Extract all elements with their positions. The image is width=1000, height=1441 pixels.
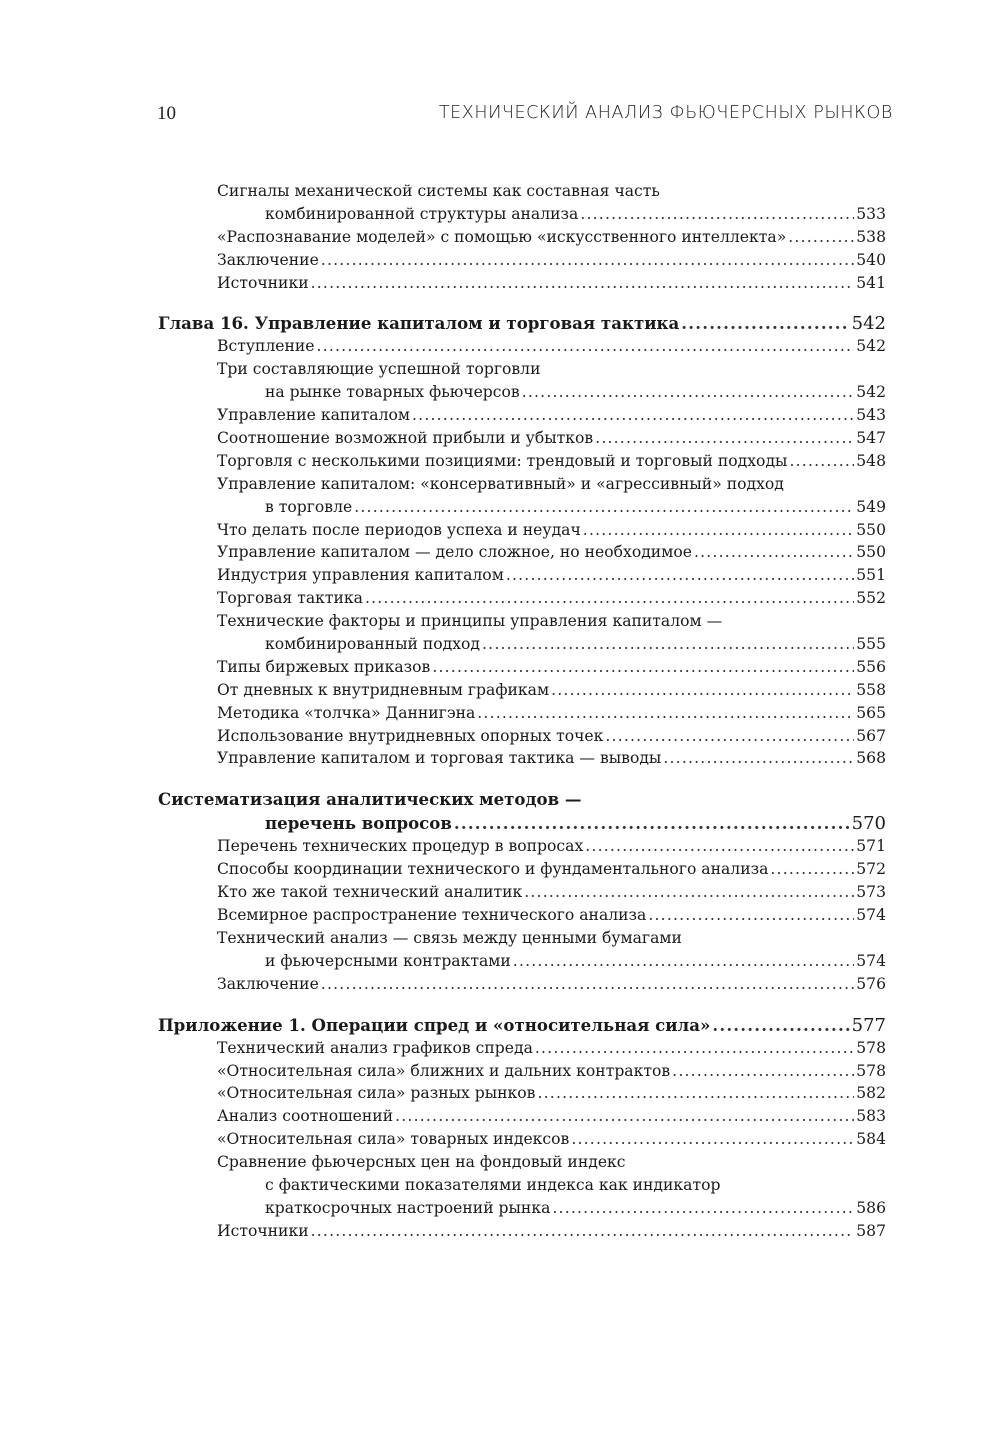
toc-entry-continuation — [158, 1174, 886, 1197]
toc-entry-title: Управление капиталом и торговая тактика — выводы — [217, 749, 662, 768]
toc-entry — [158, 587, 886, 610]
toc-page-number: 565 — [856, 703, 886, 722]
toc-leader-dots — [321, 249, 854, 272]
toc-entry-title: Использование внутридневных опорных точек — [217, 726, 604, 745]
toc-section-heading — [158, 811, 886, 835]
page-header — [157, 103, 893, 131]
toc-leader-dots — [506, 564, 854, 587]
toc-entry-title: Управление капиталом — [217, 406, 411, 425]
toc-page-number: 552 — [856, 589, 886, 608]
toc-entry-title: От дневных к внутридневным графикам — [217, 680, 550, 699]
toc-entry — [158, 835, 886, 858]
toc-entry — [158, 610, 886, 633]
toc-entry-title: перечень вопросов — [265, 813, 452, 834]
toc-page-number: 578 — [856, 1061, 886, 1080]
toc-page-number: 578 — [856, 1038, 886, 1057]
toc-entry-title: Три составляющие успешной торговли — [217, 360, 541, 379]
toc-entry-title: Способы координации технического и фундаментального анализа — [217, 860, 769, 879]
toc-entry — [158, 473, 886, 496]
toc-entry — [158, 881, 886, 904]
toc-entry-title: Перечень технических процедур в вопросах — [217, 837, 584, 856]
toc-page-number: 574 — [856, 951, 886, 970]
toc-entry-title: Приложение 1. Операции спред и «относительная сила» — [158, 1014, 711, 1035]
toc-page-number: 558 — [856, 680, 886, 699]
toc-entry-title: Глава 16. Управление капиталом и торговая тактика — [158, 313, 680, 334]
toc-page-number: 577 — [851, 1014, 886, 1036]
toc-page-number: 586 — [856, 1198, 886, 1217]
toc-leader-dots — [513, 950, 854, 973]
toc-page-number: 548 — [856, 451, 886, 470]
toc-entry — [158, 519, 886, 542]
page-number: 10 — [157, 103, 176, 124]
toc-entry-title: Источники — [217, 273, 309, 292]
toc-entry-title: Методика «толчка» Даннигэна — [217, 703, 476, 722]
toc-section-heading — [158, 1013, 886, 1037]
toc-entry — [158, 927, 886, 950]
toc-entry-title: Заключение — [217, 250, 319, 269]
toc-entry — [158, 973, 886, 996]
toc-leader-dots — [311, 1220, 855, 1243]
toc-page-number: 543 — [856, 406, 886, 425]
toc-entry — [158, 249, 886, 272]
toc-entry-title: Всемирное распространение технического анализа — [217, 906, 647, 925]
toc-entry-title: в торговле — [265, 497, 353, 516]
toc-page-number: 568 — [856, 749, 886, 768]
toc-entry — [158, 180, 886, 203]
toc-leader-dots — [412, 404, 854, 427]
toc-entry-continuation — [158, 203, 886, 226]
toc-page-number: 572 — [856, 860, 886, 879]
toc-leader-dots — [580, 203, 854, 226]
toc-entry — [158, 272, 886, 295]
toc-entry — [158, 904, 886, 927]
toc-page-number: 540 — [856, 250, 886, 269]
toc-page-number: 567 — [856, 726, 886, 745]
toc-page-number: 556 — [856, 657, 886, 676]
toc-entry — [158, 358, 886, 381]
toc-leader-dots — [595, 427, 854, 450]
toc-entry — [158, 725, 886, 748]
toc-leader-dots — [663, 747, 854, 770]
toc-leader-dots — [482, 633, 854, 656]
toc-leader-dots — [585, 835, 854, 858]
toc-entry — [158, 1082, 886, 1105]
toc-leader-dots — [311, 272, 855, 295]
toc-entry-title: Технический анализ — связь между ценными бумагами — [217, 928, 682, 947]
toc-page-number: 550 — [856, 520, 886, 539]
toc-page-number: 576 — [856, 974, 886, 993]
toc-entry-title: Управление капиталом: «консервативный» и «агрессивный» подход — [217, 474, 784, 493]
toc-gap — [158, 770, 886, 787]
toc-entry — [158, 747, 886, 770]
toc-leader-dots — [789, 450, 854, 473]
toc-entry-title: и фьючерсными контрактами — [265, 951, 511, 970]
toc-entry-title: на рынке товарных фьючерсов — [265, 383, 520, 402]
toc-entry — [158, 679, 886, 702]
toc-entry-title: Индустрия управления капиталом — [217, 566, 504, 585]
toc-page-number: 587 — [856, 1221, 886, 1240]
toc-page-number: 542 — [856, 383, 886, 402]
toc-entry-title: комбинированный подход — [265, 635, 480, 654]
toc-leader-dots — [788, 226, 854, 249]
toc-leader-dots — [648, 904, 854, 927]
toc-leader-dots — [535, 1037, 854, 1060]
toc-entry — [158, 427, 886, 450]
toc-leader-dots — [672, 1060, 854, 1083]
toc-page-number: 542 — [856, 337, 886, 356]
toc-leader-dots — [432, 656, 854, 679]
toc-entry-continuation — [158, 496, 886, 519]
toc-leader-dots — [537, 1082, 854, 1105]
toc-entry — [158, 1128, 886, 1151]
toc-gap — [158, 294, 886, 311]
toc-entry-title: Типы биржевых приказов — [217, 657, 431, 676]
toc-entry-title: Технический анализ графиков спреда — [217, 1038, 533, 1057]
toc-entry — [158, 450, 886, 473]
toc-page-number: 533 — [856, 204, 886, 223]
toc-page-number: 549 — [856, 497, 886, 516]
toc-gap — [158, 996, 886, 1013]
toc-entry-title: «Относительная сила» ближних и дальних контрактов — [217, 1061, 671, 1080]
toc-entry — [158, 858, 886, 881]
toc-leader-dots — [770, 858, 854, 881]
toc-leader-dots — [477, 702, 854, 725]
toc-leader-dots — [583, 519, 854, 542]
toc-leader-dots — [571, 1128, 854, 1151]
toc-page-number: 584 — [856, 1130, 886, 1149]
table-of-contents — [158, 180, 886, 1243]
toc-entry-continuation — [158, 1197, 886, 1220]
toc-entry-title: Технические факторы и принципы управления капиталом — — [217, 612, 723, 631]
toc-entry — [158, 656, 886, 679]
toc-leader-dots — [354, 496, 854, 519]
toc-page-number: 542 — [851, 313, 886, 335]
toc-entry — [158, 564, 886, 587]
toc-page-number: 574 — [856, 906, 886, 925]
toc-entry — [158, 1151, 886, 1174]
toc-entry — [158, 226, 886, 249]
toc-leader-dots — [551, 679, 854, 702]
toc-leader-dots — [395, 1105, 854, 1128]
toc-page-number: 551 — [856, 566, 886, 585]
toc-entry — [158, 1105, 886, 1128]
toc-page-number: 583 — [856, 1107, 886, 1126]
toc-entry — [158, 702, 886, 725]
toc-entry-title: Анализ соотношений — [217, 1107, 394, 1126]
toc-entry-title: Торговая тактика — [217, 589, 363, 608]
toc-leader-dots — [605, 725, 854, 748]
toc-entry-continuation — [158, 381, 886, 404]
toc-entry-title: Управление капиталом — дело сложное, но необходимое — [217, 543, 692, 562]
toc-page-number: 570 — [851, 813, 886, 835]
toc-page-number: 571 — [856, 837, 886, 856]
toc-page-number: 582 — [856, 1084, 886, 1103]
toc-entry-title: «Распознавание моделей» с помощью «искусственного интеллекта» — [217, 227, 787, 246]
toc-leader-dots — [712, 1013, 849, 1037]
toc-leader-dots — [365, 587, 854, 610]
toc-entry — [158, 404, 886, 427]
toc-leader-dots — [552, 1197, 854, 1220]
toc-entry-title: Соотношение возможной прибыли и убытков — [217, 429, 594, 448]
toc-section-heading — [158, 311, 886, 335]
running-title: ТЕХНИЧЕСКИЙ АНАЛИЗ ФЬЮЧЕРСНЫХ РЫНКОВ — [438, 103, 893, 123]
toc-page-number: 538 — [856, 227, 886, 246]
toc-entry — [158, 541, 886, 564]
toc-entry-title: Кто же такой технический аналитик — [217, 883, 523, 902]
toc-entry-title: с фактическими показателями индекса как индикатор — [265, 1175, 721, 1194]
toc-page-number: 550 — [856, 543, 886, 562]
toc-leader-dots — [522, 381, 855, 404]
toc-leader-dots — [681, 311, 849, 335]
toc-leader-dots — [454, 811, 850, 835]
toc-entry-title: Вступление — [217, 337, 315, 356]
toc-entry-title: комбинированной структуры анализа — [265, 204, 579, 223]
toc-leader-dots — [524, 881, 854, 904]
toc-entry — [158, 335, 886, 358]
toc-leader-dots — [317, 335, 855, 358]
toc-page-number: 547 — [856, 429, 886, 448]
toc-leader-dots — [321, 973, 854, 996]
toc-page-number: 555 — [856, 635, 886, 654]
toc-entry-title: Что делать после периодов успеха и неудач — [217, 520, 581, 539]
toc-entry-title: Источники — [217, 1221, 309, 1240]
toc-entry — [158, 1037, 886, 1060]
toc-entry-title: «Относительная сила» товарных индексов — [217, 1130, 570, 1149]
toc-entry-title: Торговля с несколькими позициями: трендовый и торговый подходы — [217, 451, 788, 470]
toc-entry-title: Сравнение фьючерсных цен на фондовый индекс — [217, 1153, 626, 1172]
toc-page-number: 573 — [856, 883, 886, 902]
toc-page-number: 541 — [856, 273, 886, 292]
toc-entry-title: краткосрочных настроений рынка — [265, 1198, 551, 1217]
toc-leader-dots — [694, 541, 854, 564]
toc-section-heading — [158, 787, 886, 811]
toc-entry-title: «Относительная сила» разных рынков — [217, 1084, 536, 1103]
toc-entry-title: Заключение — [217, 974, 319, 993]
toc-entry-title: Сигналы механической системы как составная часть — [217, 182, 660, 200]
toc-entry — [158, 1060, 886, 1083]
toc-entry-title: Систематизация аналитических методов — — [158, 789, 582, 810]
toc-entry — [158, 1220, 886, 1243]
toc-entry-continuation — [158, 950, 886, 973]
toc-entry-continuation — [158, 633, 886, 656]
